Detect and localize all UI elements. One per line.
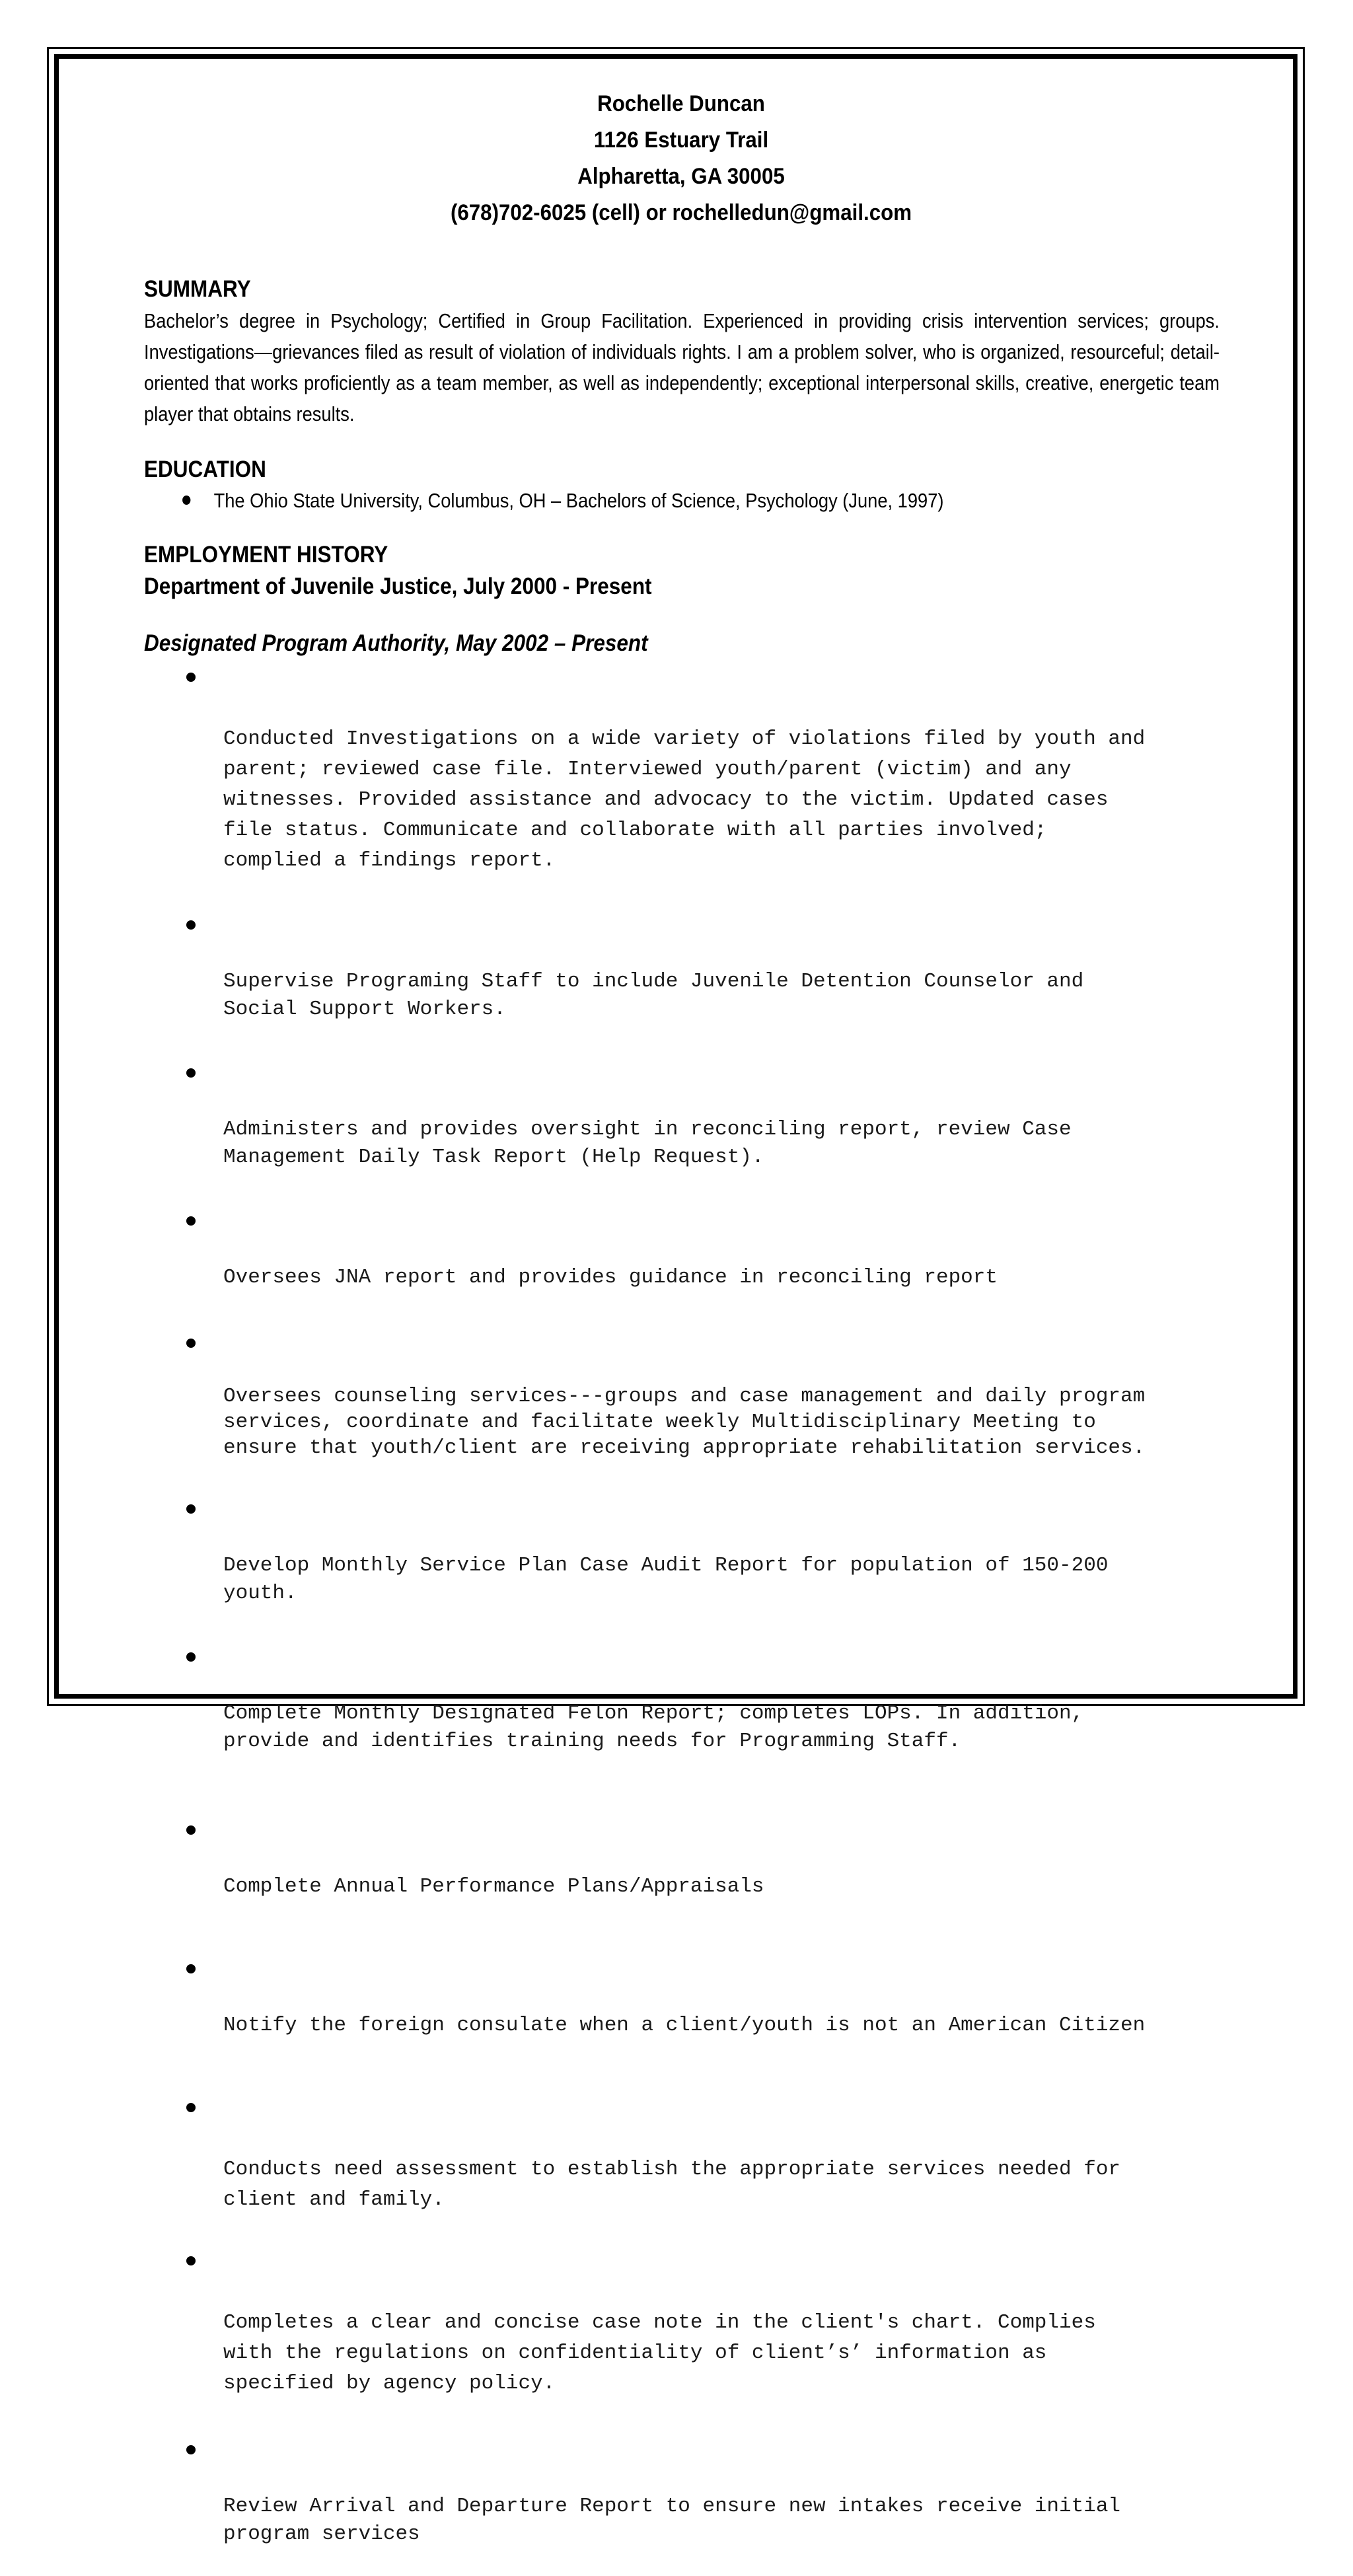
bullet-icon	[186, 1068, 196, 1078]
education-heading: EDUCATION	[144, 457, 266, 482]
duty-item	[144, 912, 1218, 1051]
duties-list	[144, 663, 1218, 2576]
duty-text: Conducts need assessment to establish the appropriate services needed for client and family.	[223, 2158, 1121, 2211]
duty-text: Notify the foreign consulate when a client/youth is not an American Citizen	[223, 2014, 1146, 2037]
duty-text: Oversees counseling services---groups and case management and daily program services, coordinate and facilitate weekly Multidisciplinary Meeting to ensure that youth/client are receiving appropriate rehabilitation services.	[223, 1385, 1146, 1459]
duty-item	[144, 1332, 1218, 1487]
education-list	[144, 486, 1218, 515]
duty-text: Oversees JNA report and provides guidance in reconciling report	[223, 1266, 998, 1289]
contact-info: (678)702-6025 (cell) or rochelledun@gmail.com	[450, 200, 912, 225]
summary-text: Bachelor’s degree in Psychology; Certified in Group Facilitation. Experienced in providing crisis intervention services; groups. Investigations—grievances filed as result of violation of individuals rights. I am a problem solver, who is organized, resourceful; detail-oriented that works proficiently as a team member, as well as independently; exceptional interpersonal skills, creative, energetic team player that obtains results.	[144, 309, 1220, 425]
duty-item	[144, 2247, 1218, 2429]
duty-text: Develop Monthly Service Plan Case Audit Report for population of 150-200 youth.	[223, 1554, 1109, 1605]
employment-heading: EMPLOYMENT HISTORY	[144, 542, 388, 568]
bullet-icon	[182, 496, 190, 505]
duty-text: Supervise Programing Staff to include Juvenile Detention Counselor and Social Support Workers.	[223, 970, 1084, 1021]
bullet-icon	[186, 1825, 196, 1835]
duty-text: Review Arrival and Departure Report to ensure new intakes receive initial program services	[223, 2495, 1121, 2546]
duty-text: Completes a clear and concise case note in the client's chart. Complies with the regulations on confidentiality of client’s’ information as specified by agency policy.	[223, 2311, 1096, 2395]
duty-item	[144, 2437, 1218, 2576]
bullet-icon	[186, 1504, 196, 1514]
street-address: 1126 Estuary Trail	[593, 128, 769, 153]
bullet-icon	[186, 2256, 196, 2265]
education-item	[144, 486, 1319, 515]
bullet-icon	[186, 1339, 196, 1348]
duty-text: Complete Monthly Designated Felon Report; completes LOPs. In addition, provide and identifies training needs for Programming Staff.	[223, 1702, 1084, 1753]
bullet-icon	[186, 1964, 196, 1973]
duty-item	[144, 1818, 1218, 1929]
applicant-name: Rochelle Duncan	[597, 91, 765, 116]
summary-heading: SUMMARY	[144, 276, 251, 302]
bullet-icon	[186, 1216, 196, 1226]
duty-item	[144, 1060, 1218, 1199]
contact-header	[187, 86, 1175, 231]
job-title-line: Designated Program Authority, May 2002 – Present	[144, 630, 648, 656]
duty-text: Complete Annual Performance Plans/Appraisals	[223, 1875, 764, 1898]
city-state-zip: Alpharetta, GA 30005	[577, 164, 785, 189]
duty-text: Administers and provides oversight in reconciling report, review Case Management Daily Task Report (Help Request).	[223, 1118, 1072, 1169]
bullet-icon	[186, 2103, 196, 2112]
duty-text: Conducted Investigations on a wide variety of violations filed by youth and parent; reviewed case file. Interviewed youth/parent (victim) and any witnesses. Provided assistance and advocacy to the victim. Updated cases file status. Communicate and collaborate with all parties involved; complied a findings report.	[223, 727, 1146, 872]
resume-content	[144, 86, 1218, 2576]
duty-item	[144, 1956, 1218, 2067]
education-item-text: The Ohio State University, Columbus, OH – Bachelors of Science, Psychology (June, 1997)	[213, 489, 944, 512]
bullet-icon	[186, 673, 196, 682]
duty-item	[144, 2094, 1218, 2246]
bullet-icon	[186, 2445, 196, 2454]
bullet-icon	[186, 1652, 196, 1662]
duty-item	[144, 1496, 1218, 1635]
duty-item	[144, 663, 1218, 906]
duty-item	[144, 1208, 1218, 1319]
duty-item	[144, 1644, 1218, 1783]
bullet-icon	[186, 920, 196, 930]
employer-line: Department of Juvenile Justice, July 2000 - Present	[144, 573, 652, 599]
